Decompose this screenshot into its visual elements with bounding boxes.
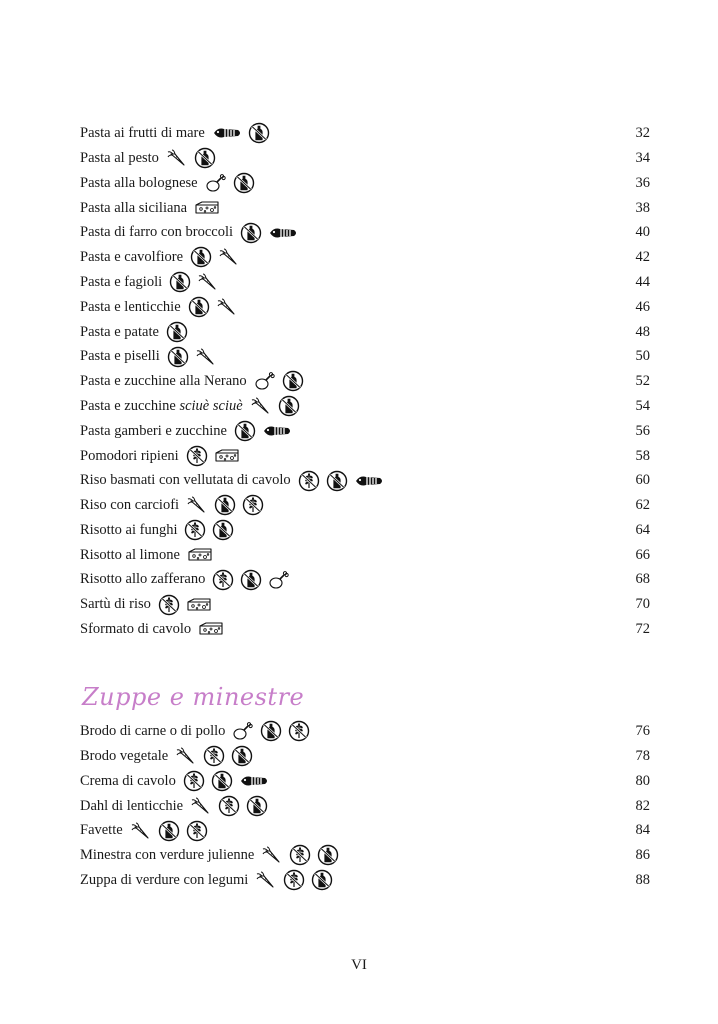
entry-page-number: 78 (635, 747, 650, 764)
entry-page-number: 76 (635, 723, 650, 740)
no-bottle-icon (248, 122, 270, 144)
entry-title (80, 597, 151, 612)
toc-entry[interactable] (80, 121, 650, 146)
entry-title (80, 325, 159, 340)
cheese-icon (214, 448, 240, 464)
no-wheat-icon (186, 820, 208, 842)
toc-entry[interactable] (80, 394, 650, 419)
no-bottle-icon (188, 296, 210, 318)
no-wheat-icon (289, 844, 311, 866)
drumstick-icon (254, 371, 276, 391)
entry-title-text: Zuppa di verdure con legumi (80, 871, 249, 888)
entry-page-number: 48 (635, 323, 650, 340)
entry-page-number: 36 (635, 174, 650, 191)
entry-title-text: Pasta alla bolognese (80, 174, 198, 191)
toc-entry[interactable] (80, 419, 650, 444)
entry-page-number: 50 (635, 348, 650, 365)
entry-page-number: 46 (635, 298, 650, 315)
no-bottle-icon (282, 370, 304, 392)
entry-title (80, 225, 233, 240)
toc-entry[interactable] (80, 295, 650, 320)
toc-list-zuppe (80, 719, 650, 893)
no-bottle-icon (311, 869, 333, 891)
no-bottle-icon (240, 222, 262, 244)
entry-title-text: Pasta e patate (80, 323, 159, 340)
entry-title-text: Riso con carciofi (80, 497, 180, 514)
entry-title (80, 275, 162, 290)
entry-title (80, 176, 198, 191)
carrot-icon (175, 747, 197, 765)
entry-title-text: Pasta al pesto (80, 149, 159, 166)
no-bottle-icon (240, 569, 262, 591)
entry-icons (212, 122, 270, 144)
no-bottle-icon (233, 172, 255, 194)
entry-title-text: Sartù di riso (80, 596, 151, 613)
entry-icons (234, 420, 292, 442)
entry-icons (250, 395, 300, 417)
entry-page-number: 70 (635, 596, 650, 613)
entry-title (80, 424, 227, 439)
entry-icons (194, 200, 220, 216)
toc-entry[interactable] (80, 245, 650, 270)
toc-entry[interactable] (80, 518, 650, 543)
entry-page-number: 44 (635, 273, 650, 290)
entry-icons (169, 271, 219, 293)
entry-title (80, 250, 183, 265)
entry-icons (261, 844, 339, 866)
entry-icons (130, 820, 208, 842)
entry-icons (184, 519, 234, 541)
toc-entry[interactable] (80, 344, 650, 369)
fish-icon (354, 474, 384, 488)
no-wheat-icon (212, 569, 234, 591)
carrot-icon (261, 846, 283, 864)
entry-icons (188, 296, 238, 318)
toc-list-pasta-riso (80, 121, 650, 642)
entry-title-text: Crema di cavolo (80, 772, 176, 789)
entry-icons (166, 321, 188, 343)
carrot-icon (166, 149, 188, 167)
entry-title-text: Pasta e lenticchie (80, 298, 181, 315)
toc-entry[interactable] (80, 843, 650, 868)
no-bottle-icon (166, 321, 188, 343)
no-wheat-icon (218, 795, 240, 817)
entry-title (80, 201, 187, 216)
entry-icons (167, 346, 217, 368)
toc-entry[interactable] (80, 769, 650, 794)
fish-icon (262, 424, 292, 438)
toc-entry[interactable] (80, 468, 650, 493)
no-bottle-icon (214, 494, 236, 516)
entry-title (80, 449, 179, 464)
entry-title (80, 622, 191, 637)
entry-title-text: Pasta e zucchine alla Nerano (80, 373, 247, 390)
entry-title-text: Pasta e piselli (80, 348, 160, 365)
entry-page-number: 64 (635, 521, 650, 538)
carrot-icon (216, 298, 238, 316)
entry-page-number: 58 (635, 447, 650, 464)
entry-page-number: 60 (635, 472, 650, 489)
carrot-icon (130, 822, 152, 840)
carrot-icon (250, 397, 272, 415)
fish-icon (239, 774, 269, 788)
entry-title (80, 349, 160, 364)
entry-title (80, 151, 159, 166)
entry-title-text: Pasta ai frutti di mare (80, 125, 205, 142)
carrot-icon (218, 248, 240, 266)
entry-page-number: 56 (635, 422, 650, 439)
fish-icon (268, 226, 298, 240)
entry-title-text: Pasta gamberi e zucchine (80, 422, 227, 439)
no-bottle-icon (158, 820, 180, 842)
entry-title (80, 724, 225, 739)
toc-entry[interactable] (80, 319, 650, 344)
entry-title-text: Favette (80, 822, 123, 839)
entry-title (80, 823, 123, 838)
entry-title (80, 548, 180, 563)
section-heading: Zuppe e minestre (82, 683, 305, 711)
entry-title-text: Brodo di carne o di pollo (80, 723, 226, 740)
entry-page-number: 68 (635, 571, 650, 588)
entry-icons (186, 445, 240, 467)
entry-icons (175, 745, 253, 767)
toc-entry[interactable] (80, 146, 650, 171)
toc-entry[interactable] (80, 369, 650, 394)
no-wheat-icon (283, 869, 305, 891)
no-bottle-icon (317, 844, 339, 866)
toc-entry[interactable] (80, 818, 650, 843)
entry-page-number: 88 (635, 871, 650, 888)
entry-icons (166, 147, 216, 169)
toc-entry[interactable] (80, 270, 650, 295)
entry-icons (205, 172, 255, 194)
entry-icons (190, 795, 268, 817)
toc-entry[interactable] (80, 868, 650, 893)
entry-title-text: Risotto allo zafferano (80, 571, 206, 588)
entry-title-text: Pasta e fagioli (80, 273, 163, 290)
entry-title-text: Dahl di lenticchie (80, 797, 184, 814)
carrot-icon (255, 871, 277, 889)
entry-title (80, 126, 205, 141)
no-wheat-icon (186, 445, 208, 467)
no-wheat-icon (183, 770, 205, 792)
entry-icons (212, 569, 290, 591)
no-bottle-icon (326, 470, 348, 492)
toc-entry[interactable] (80, 793, 650, 818)
no-wheat-icon (158, 594, 180, 616)
entry-title (80, 473, 291, 488)
no-bottle-icon (246, 795, 268, 817)
toc-entry[interactable] (80, 493, 650, 518)
entry-icons (298, 470, 384, 492)
entry-title (80, 399, 243, 414)
entry-icons (186, 494, 264, 516)
toc-entry[interactable] (80, 592, 650, 617)
toc-entry[interactable] (80, 719, 650, 744)
entry-title (80, 774, 176, 789)
no-bottle-icon (278, 395, 300, 417)
cheese-icon (198, 621, 224, 637)
cheese-icon (186, 597, 212, 613)
entry-title-text: Pasta e cavolfiore (80, 249, 184, 266)
entry-title-text: Pasta e zucchine (80, 397, 180, 414)
entry-page-number: 40 (635, 224, 650, 241)
entry-page-number: 38 (635, 199, 650, 216)
entry-title-text: Pasta di farro con broccoli (80, 224, 234, 241)
no-wheat-icon (298, 470, 320, 492)
entry-title-text: Pasta alla siciliana (80, 199, 188, 216)
drumstick-icon (232, 721, 254, 741)
entry-icons (190, 246, 240, 268)
carrot-icon (195, 348, 217, 366)
entry-title (80, 799, 183, 814)
page-number: VI (351, 957, 367, 973)
entry-icons (232, 720, 310, 742)
entry-page-number: 54 (635, 397, 650, 414)
toc-entry[interactable] (80, 617, 650, 642)
no-bottle-icon (212, 519, 234, 541)
entry-title-italic: sciuè sciuè (179, 397, 243, 414)
toc-entry[interactable] (80, 443, 650, 468)
entry-title (80, 374, 247, 389)
cheese-icon (194, 200, 220, 216)
no-bottle-icon (231, 745, 253, 767)
no-wheat-icon (184, 519, 206, 541)
entry-icons (255, 869, 333, 891)
entry-title-text: Sformato di cavolo (80, 621, 192, 638)
entry-title-text: Risotto al limone (80, 546, 180, 563)
entry-page-number: 66 (635, 546, 650, 563)
no-bottle-icon (194, 147, 216, 169)
no-bottle-icon (234, 420, 256, 442)
carrot-icon (197, 273, 219, 291)
entry-page-number: 84 (635, 822, 650, 839)
no-bottle-icon (167, 346, 189, 368)
toc-entry[interactable] (80, 744, 650, 769)
entry-page-number: 42 (635, 249, 650, 266)
entry-title (80, 300, 181, 315)
entry-page-number: 32 (635, 125, 650, 142)
entry-page-number: 34 (635, 149, 650, 166)
entry-title (80, 498, 179, 513)
entry-title-text: Pomodori ripieni (80, 447, 179, 464)
entry-icons (158, 594, 212, 616)
no-bottle-icon (169, 271, 191, 293)
entry-icons (183, 770, 269, 792)
no-bottle-icon (190, 246, 212, 268)
cheese-icon (187, 547, 213, 563)
no-bottle-icon (260, 720, 282, 742)
entry-page-number: 82 (635, 797, 650, 814)
toc-entry[interactable] (80, 567, 650, 592)
toc-entry[interactable] (80, 195, 650, 220)
entry-icons (198, 621, 224, 637)
entry-title (80, 873, 248, 888)
carrot-icon (186, 496, 208, 514)
entry-title (80, 572, 205, 587)
entry-page-number: 72 (635, 621, 650, 638)
fish-icon (212, 126, 242, 140)
entry-page-number: 80 (635, 772, 650, 789)
no-wheat-icon (242, 494, 264, 516)
entry-page-number: 86 (635, 847, 650, 864)
no-bottle-icon (211, 770, 233, 792)
entry-title (80, 523, 177, 538)
entry-icons (240, 222, 298, 244)
entry-title-text: Risotto ai funghi (80, 521, 178, 538)
entry-title-text: Riso basmati con vellutata di cavolo (80, 472, 291, 489)
drumstick-icon (268, 570, 290, 590)
entry-page-number: 52 (635, 373, 650, 390)
entry-title (80, 848, 254, 863)
toc-entry[interactable] (80, 171, 650, 196)
entry-title-text: Brodo vegetale (80, 747, 169, 764)
entry-title (80, 749, 168, 764)
toc-entry[interactable] (80, 220, 650, 245)
entry-icons (254, 370, 304, 392)
no-wheat-icon (203, 745, 225, 767)
entry-icons (187, 547, 213, 563)
carrot-icon (190, 797, 212, 815)
toc-entry[interactable] (80, 543, 650, 568)
drumstick-icon (205, 173, 227, 193)
no-wheat-icon (288, 720, 310, 742)
entry-title-text: Minestra con verdure julienne (80, 847, 255, 864)
entry-page-number: 62 (635, 497, 650, 514)
